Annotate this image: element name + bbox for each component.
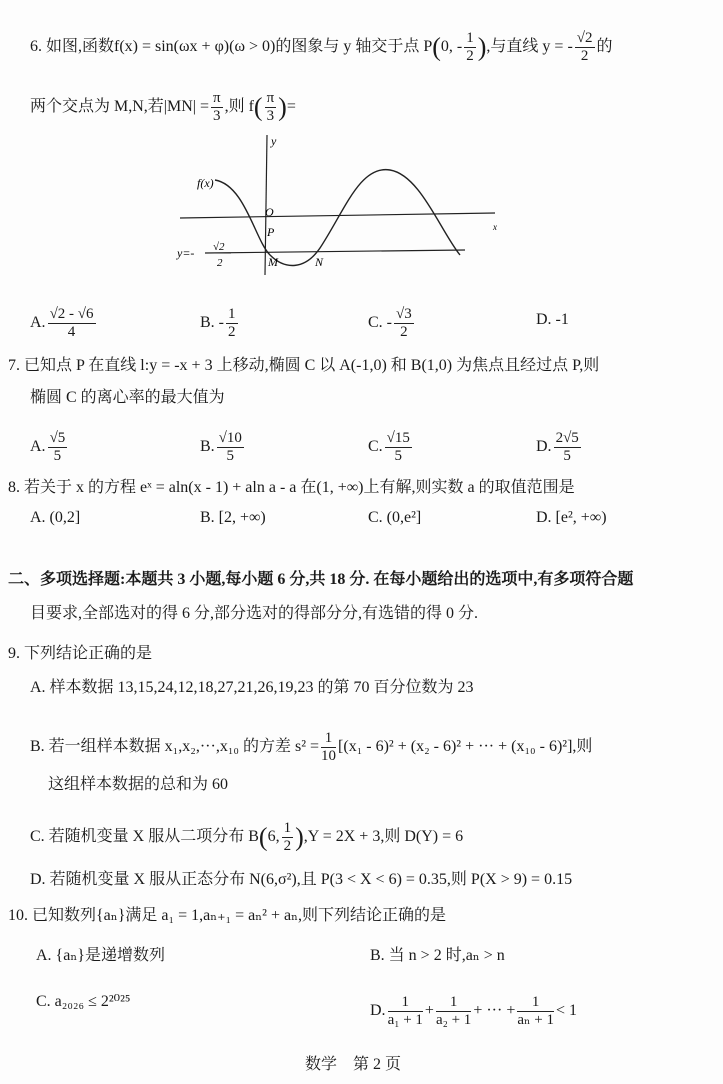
- text: B. 若一组样本数据 x₁,x₂,···,x₁₀ 的方差 s² =: [30, 738, 320, 756]
- plus: +: [424, 1002, 434, 1020]
- fraction: [265, 90, 277, 125]
- q8-question: 8. 若关于 x 的方程 eˣ = aln(x - 1) + aln a - a 在(1, +∞)上有解,则实数 a 的取值范围是: [8, 479, 575, 496]
- n-label: N: [315, 255, 324, 269]
- option-letter: B.: [200, 438, 215, 456]
- den: 2: [283, 838, 292, 854]
- q6-text-c: 的: [596, 38, 613, 56]
- q6-l2a: 两个交点为 M,N,若|MN| =: [30, 98, 209, 116]
- q10-option-c[interactable]: C. a₂₀₂₆ ≤ 2²⁰²⁵: [36, 993, 131, 1010]
- ellipsis: + ··· +: [473, 1002, 516, 1020]
- q10-question: 10. 已知数列{aₙ}满足 a₁ = 1,aₙ₊₁ = aₙ² + aₙ,则下列结论正确的是: [8, 907, 447, 924]
- num: π: [213, 90, 221, 106]
- q7-option-d[interactable]: [536, 430, 583, 465]
- den: a₁ + 1: [387, 1012, 423, 1028]
- paren: ): [295, 822, 304, 852]
- num: 1: [283, 820, 292, 836]
- q6-text-b: ,与直线 y = -: [486, 38, 573, 56]
- num: 1: [321, 730, 336, 748]
- paren: (: [432, 32, 441, 62]
- q9-question: 9. 下列结论正确的是: [8, 645, 153, 662]
- section-2-instructions: 目要求,全部选对的得 6 分,部分选对的得部分分,有选错的得 0 分.: [30, 605, 479, 622]
- fraction: [282, 820, 294, 855]
- q6-l2c: =: [286, 98, 296, 116]
- section-2-heading: 二、多项选择题:本题共 3 小题,每小题 6 分,共 18 分. 在每小题给出的选项中,有多项符合题: [8, 571, 634, 588]
- option-letter: A.: [30, 438, 46, 456]
- fraction: [436, 994, 471, 1029]
- q9-option-b-cont: 这组样本数据的总和为 60: [48, 776, 229, 793]
- x-label: x: [493, 222, 497, 232]
- q8-option-b[interactable]: B. [2, +∞): [200, 509, 266, 526]
- text: 6,: [267, 828, 280, 846]
- q6-line1: [30, 30, 613, 65]
- q6-l2b: ,则 f: [224, 98, 254, 116]
- den: 5: [53, 448, 62, 464]
- p-label: P: [267, 225, 275, 239]
- den: 3: [213, 108, 221, 124]
- num: √5: [49, 430, 66, 446]
- den: 5: [394, 448, 403, 464]
- den: 2: [466, 48, 474, 64]
- fraction: [48, 430, 68, 465]
- num: 1: [517, 994, 554, 1012]
- fraction: [211, 90, 223, 125]
- q10-option-d[interactable]: [370, 994, 577, 1029]
- horizontal-line: [205, 250, 465, 253]
- option-letter: D. -1: [536, 311, 569, 328]
- option-letter: D.: [536, 438, 552, 456]
- option-letter: B. -: [200, 314, 224, 332]
- den: aₙ + 1: [517, 1012, 554, 1028]
- option-letter: A.: [30, 314, 46, 332]
- line-label-den: 2: [217, 257, 223, 269]
- num: √2 - √6: [49, 306, 94, 322]
- text: < 1: [555, 1002, 577, 1020]
- q9-option-d[interactable]: D. 若随机变量 X 服从正态分布 N(6,σ²),且 P(3 < X < 6) = 0.35,则 P(X > 9) = 0.15: [30, 871, 573, 888]
- num: 1: [466, 30, 474, 46]
- den: 5: [226, 448, 235, 464]
- x-axis: [180, 213, 495, 218]
- origin-label: O: [265, 205, 274, 219]
- fraction: [388, 994, 423, 1029]
- fraction: [464, 30, 476, 65]
- paren: ): [477, 32, 487, 62]
- q6-option-b[interactable]: [200, 306, 240, 341]
- function-graph: [175, 130, 505, 280]
- den: 2: [580, 48, 589, 64]
- fraction: [394, 306, 414, 341]
- page-footer: 数学 第 2 页: [305, 1056, 402, 1073]
- q6-option-a[interactable]: [30, 306, 98, 341]
- q8-option-a[interactable]: A. (0,2]: [30, 509, 81, 526]
- fraction: [575, 30, 595, 65]
- q8-option-c[interactable]: C. (0,e²]: [368, 509, 422, 526]
- den: 5: [563, 448, 571, 464]
- q7-option-c[interactable]: [368, 430, 414, 465]
- option-letter: C.: [368, 438, 383, 456]
- fraction: [385, 430, 412, 465]
- q10-option-b[interactable]: B. 当 n > 2 时,aₙ > n: [370, 947, 505, 964]
- den: 3: [266, 108, 275, 124]
- q9-option-c[interactable]: [30, 820, 463, 855]
- num: 1: [228, 306, 236, 322]
- num: π: [266, 90, 275, 106]
- text: C. 若随机变量 X 服从二项分布 B: [30, 828, 259, 846]
- m-label: M: [268, 255, 278, 269]
- y-label: y: [271, 134, 277, 148]
- fraction: [554, 430, 581, 465]
- q7-line2: 椭圆 C 的离心率的最大值为: [30, 389, 225, 406]
- q7-line1: 7. 已知点 P 在直线 l:y = -x + 3 上移动,椭圆 C 以 A(-1,0) 和 B(1,0) 为焦点且经过点 P,则: [8, 357, 600, 374]
- den: 2: [228, 324, 236, 340]
- paren: (: [258, 822, 268, 852]
- den: 10: [321, 748, 337, 764]
- paren: (: [253, 92, 263, 122]
- q8-option-d[interactable]: D. [e², +∞): [536, 509, 607, 526]
- fraction: [321, 730, 336, 765]
- den: a₂ + 1: [435, 1012, 472, 1028]
- fx-label: f(x): [197, 176, 214, 190]
- num: √10: [218, 430, 242, 446]
- paren: ): [278, 92, 287, 122]
- text: ,Y = 2X + 3,则 D(Y) = 6: [303, 828, 464, 846]
- q10-option-a[interactable]: A. {aₙ}是递增数列: [36, 947, 165, 964]
- den: 2: [400, 324, 408, 340]
- text: [(x₁ - 6)² + (x₂ - 6)² + ··· + (x₁₀ - 6)²],则: [338, 738, 593, 756]
- q6-option-d[interactable]: [536, 310, 569, 330]
- option-letter: D.: [370, 1002, 386, 1020]
- num: √3: [396, 306, 412, 322]
- q7-option-b[interactable]: [200, 430, 246, 465]
- num: 2√5: [555, 430, 579, 446]
- num: 1: [388, 994, 423, 1012]
- q6-text: 6. 如图,函数f(x) = sin(ωx + φ)(ω > 0)的图象与 y 轴交于点 P: [30, 38, 433, 56]
- option-letter: C. -: [368, 314, 392, 332]
- num: 1: [436, 994, 471, 1012]
- line-label-num: √2: [213, 241, 225, 253]
- q9-option-a[interactable]: A. 样本数据 13,15,24,12,18,27,21,26,19,23 的第 70 百分位数为 23: [30, 679, 474, 696]
- line-label: y=-: [177, 246, 195, 260]
- fraction: [517, 994, 554, 1029]
- q9-option-b[interactable]: [30, 730, 592, 765]
- q7-option-a[interactable]: [30, 430, 69, 465]
- q6-line2: [30, 90, 296, 125]
- den: 4: [67, 324, 76, 340]
- q6-p0: 0, -: [440, 38, 463, 56]
- q6-option-c[interactable]: [368, 306, 416, 341]
- num: √2: [576, 30, 593, 46]
- fraction: [217, 430, 244, 465]
- fraction: [48, 306, 96, 341]
- fraction: [226, 306, 238, 341]
- num: √15: [386, 430, 410, 446]
